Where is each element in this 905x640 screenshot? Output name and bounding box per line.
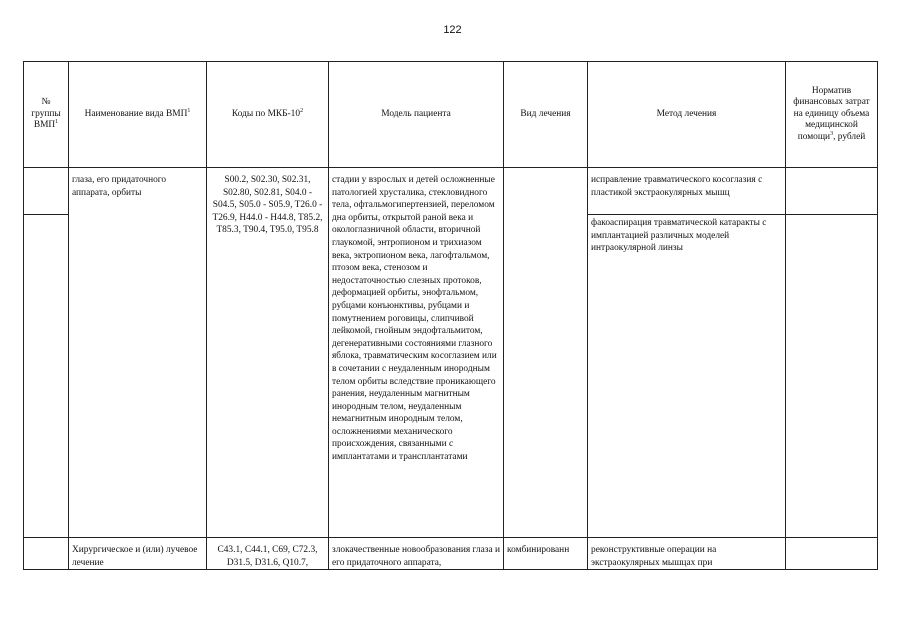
cell-financial-norm	[786, 538, 878, 570]
header-patient-model: Модель пациента	[329, 62, 504, 168]
table-row	[24, 168, 878, 215]
vmp-table	[23, 61, 878, 570]
cell-icd-codes: C43.1, C44.1, C69, C72.3, D31.5, D31.6, Q10.7,	[207, 538, 329, 570]
cell-financial-norm	[786, 168, 878, 215]
cell-vmp-name: глаза, его придаточного аппарата, орбиты	[69, 168, 207, 538]
cell-group-no	[24, 168, 69, 215]
cell-treatment-type	[504, 168, 588, 538]
cell-vmp-name: Хирургическое и (или) лучевое лечение	[69, 538, 207, 570]
header-treatment-method: Метод лечения	[588, 62, 786, 168]
cell-treatment-type: комбинированн	[504, 538, 588, 570]
cell-group-no	[24, 538, 69, 570]
header-financial-norm: Норматив финансовых затрат на единицу объема медицинской помощи$^3$, рублей	[786, 62, 878, 168]
cell-group-no	[24, 215, 69, 538]
cell-treatment-method: факоаспирация травматической катаракты с имплантацией различных моделей интраокулярной линзы	[588, 215, 786, 538]
cell-patient-model: злокачественные новообразования глаза и его придаточного аппарата,	[329, 538, 504, 570]
cell-treatment-method: исправление травматического косоглазия с пластикой экстраокулярных мышц	[588, 168, 786, 215]
table-row	[24, 538, 878, 570]
cell-treatment-method: реконструктивные операции на экстраокулярных мышцах при	[588, 538, 786, 570]
header-row	[24, 62, 878, 168]
cell-icd-codes: S00.2, S02.30, S02.31, S02.80, S02.81, S04.0 - S04.5, S05.0 - S05.9, T26.0 - T26.9, H44.0 - H44.8, T85.2, T85.3, T90.4, T95.0, T95.8	[207, 168, 329, 538]
cell-financial-norm	[786, 215, 878, 538]
header-icd-codes: Коды по МКБ-$10^2$	[207, 62, 329, 168]
page-number: 122	[443, 24, 462, 36]
header-group-no: № группы ВМП$^1$	[24, 62, 69, 168]
header-vmp-name: Наименование вида ВМП$^1$	[69, 62, 207, 168]
cell-patient-model: стадии у взрослых и детей осложненные патологией хрусталика, стекловидного тела, офтальмогипертензией, переломом дна орбиты, открытой раной века и окологлазничной области, вторичной глаукомой, энтропионом и трихиазом века, эктропионом века, лагофтальмом, птозом века, стенозом и недостаточностью слезных протоков, деформацией орбиты, энофтальмом, рубцами конъюнктивы, рубцами и помутнением роговицы, слипчивой лейкомой, гнойным эндофтальмитом, дегенеративными состояниями глазного яблока, травматическим косоглазием или в сочетании с неудаленным инородным телом орбиты вследствие проникающего ранения, неудаленным магнитным инородным телом, неудаленным немагнитным инородным телом, осложнениями механического происхождения, связанными с имплантатами и трансплантатами	[329, 168, 504, 538]
header-treatment-type: Вид лечения	[504, 62, 588, 168]
